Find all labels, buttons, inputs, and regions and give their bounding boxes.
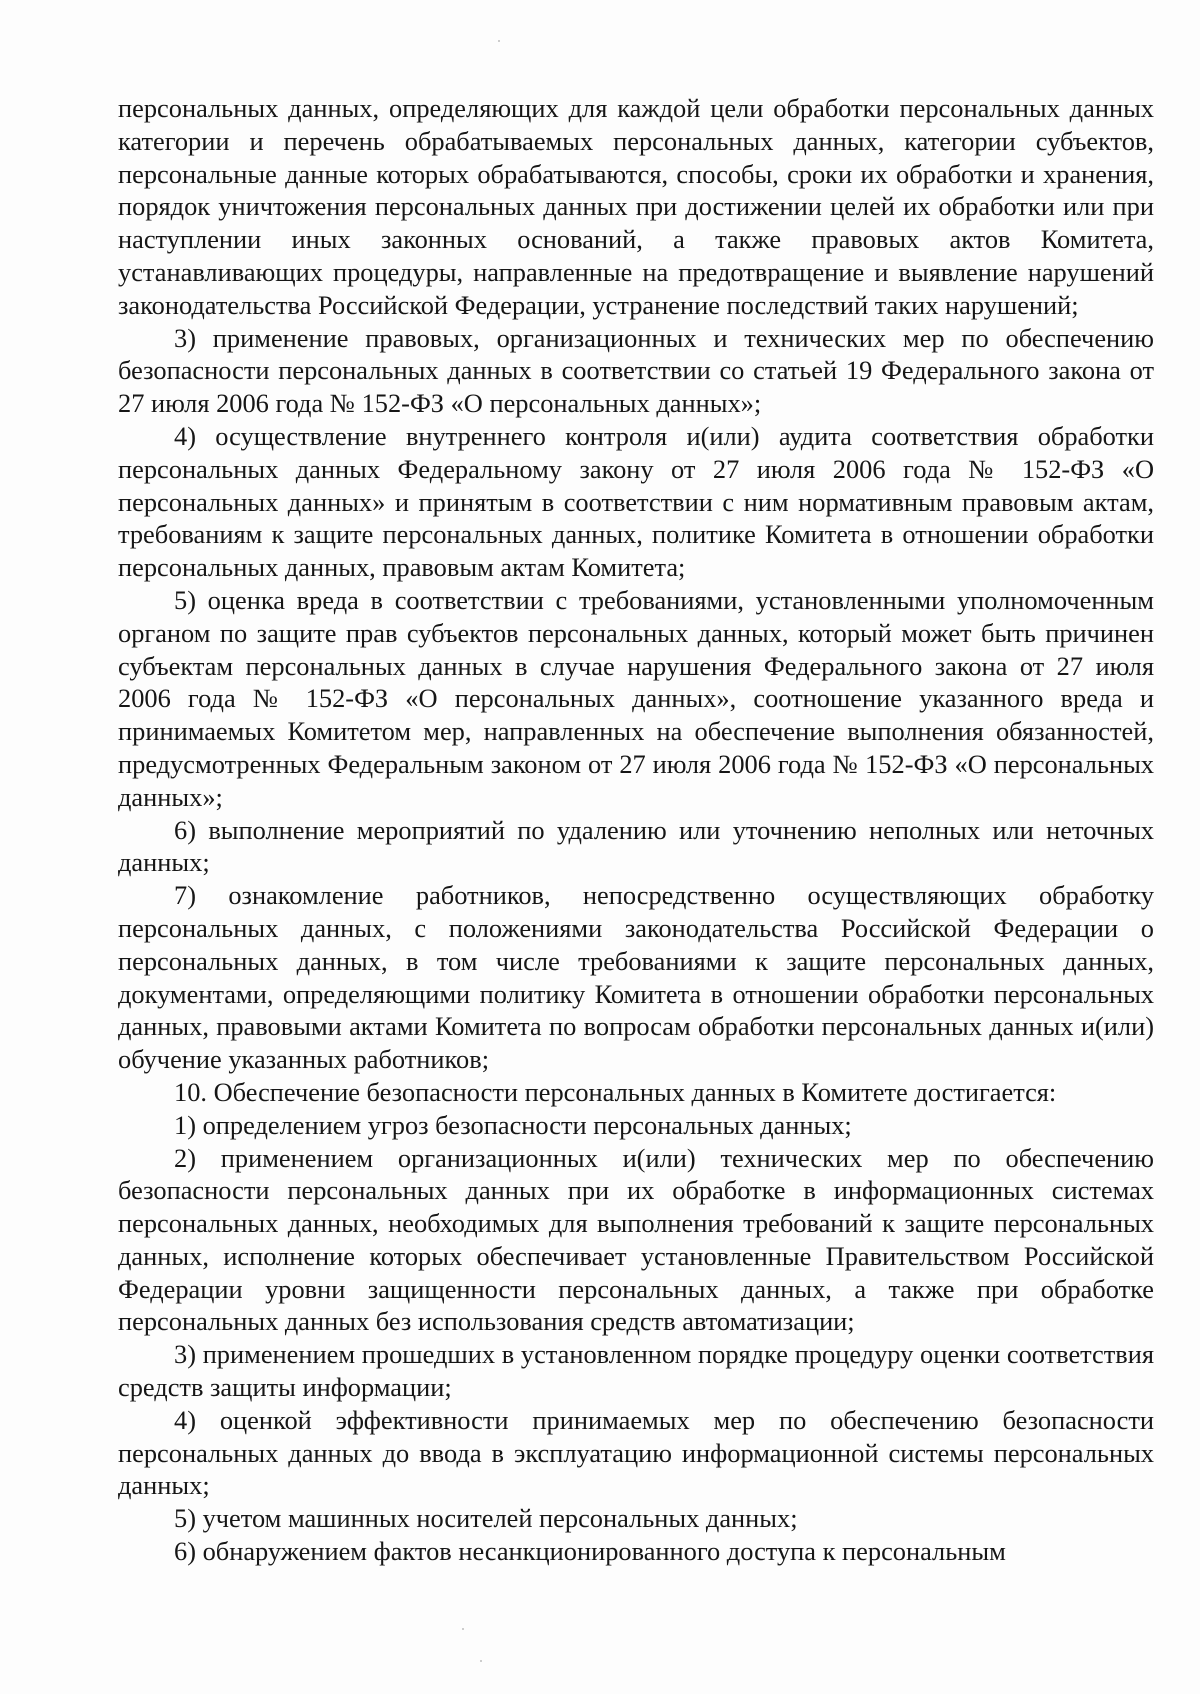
paragraph: 4) осуществление внутреннего контроля и(или) аудита соответствия обработки персональных данных Федеральному закону от 27 июля 2006 года № 152-ФЗ «О персональных данных» и принятым в соответствии с ним нормативным правовым актам, требованиям к защите персональных данных, политике Комитета в отношении обработки персональных данных, правовым актам Комитета; xyxy=(118,420,1154,583)
paragraph: 7) ознакомление работников, непосредственно осуществляющих обработку персональных данных, с положениями законодательства Российской Федерации о персональных данных, в том числе требованиями к защите персональных данных, документами, определяющими политику Комитета в отношении обработки персональных данных, правовыми актами Комитета по вопросам обработки персональных данных и(или) обучение указанных работников; xyxy=(118,880,1154,1075)
paragraph: 3) применением прошедших в установленном порядке процедуру оценки соответствия средств защиты информации; xyxy=(118,1339,1154,1403)
paragraph: 10. Обеспечение безопасности персональных данных в Комитете достигается: xyxy=(174,1076,1057,1107)
scan-speck xyxy=(480,1660,482,1662)
paragraph: 5) учетом машинных носителей персональных данных; xyxy=(174,1503,798,1534)
scan-speck xyxy=(498,40,500,42)
paragraph: 6) обнаружением фактов несанкционированного доступа к персональным xyxy=(174,1536,1006,1567)
paragraph: 6) выполнение мероприятий по удалению или уточнению неполных или неточных данных; xyxy=(118,814,1154,878)
paragraph: 2) применением организационных и(или) технических мер по обеспечению безопасности персональных данных при их обработке в информационных системах персональных данных, необходимых для выполнения требований к защите персональных данных, исполнение которых обеспечивает установленные Правительством Российской Федерации уровни защищенности персональных данных, а также при обработке персональных данных без использования средств автоматизации; xyxy=(118,1142,1154,1337)
document-body xyxy=(118,92,1154,1568)
scan-speck xyxy=(462,1628,464,1630)
paragraph: 1) определением угроз безопасности персональных данных; xyxy=(174,1109,852,1140)
paragraph: 3) применение правовых, организационных и технических мер по обеспечению безопасности персональных данных в соответствии со статьей 19 Федерального закона от 27 июля 2006 года № 152-ФЗ «О персональных данных»; xyxy=(118,322,1154,419)
paragraph: 5) оценка вреда в соответствии с требованиями, установленными уполномоченным органом по защите прав субъектов персональных данных, который может быть причинен субъектам персональных данных в случае нарушения Федерального закона от 27 июля 2006 года № 152-ФЗ «О персональных данных», соотношение указанного вреда и принимаемых Комитетом мер, направленных на обеспечение выполнения обязанностей, предусмотренных Федеральным законом от 27 июля 2006 года № 152-ФЗ «О персональных данных»; xyxy=(118,584,1154,812)
paragraph: персональных данных, определяющих для каждой цели обработки персональных данных категории и перечень обрабатываемых персональных данных, категории субъектов, персональные данные которых обрабатываются, способы, сроки их обработки и хранения, порядок уничтожения персональных данных при достижении целей их обработки или при наступлении иных законных оснований, а также правовых актов Комитета, устанавливающих процедуры, направленные на предотвращение и выявление нарушений законодательства Российской Федерации, устранение последствий таких нарушений; xyxy=(118,93,1154,320)
paragraph: 4) оценкой эффективности принимаемых мер по обеспечению безопасности персональных данных до ввода в эксплуатацию информационной системы персональных данных; xyxy=(118,1404,1154,1501)
